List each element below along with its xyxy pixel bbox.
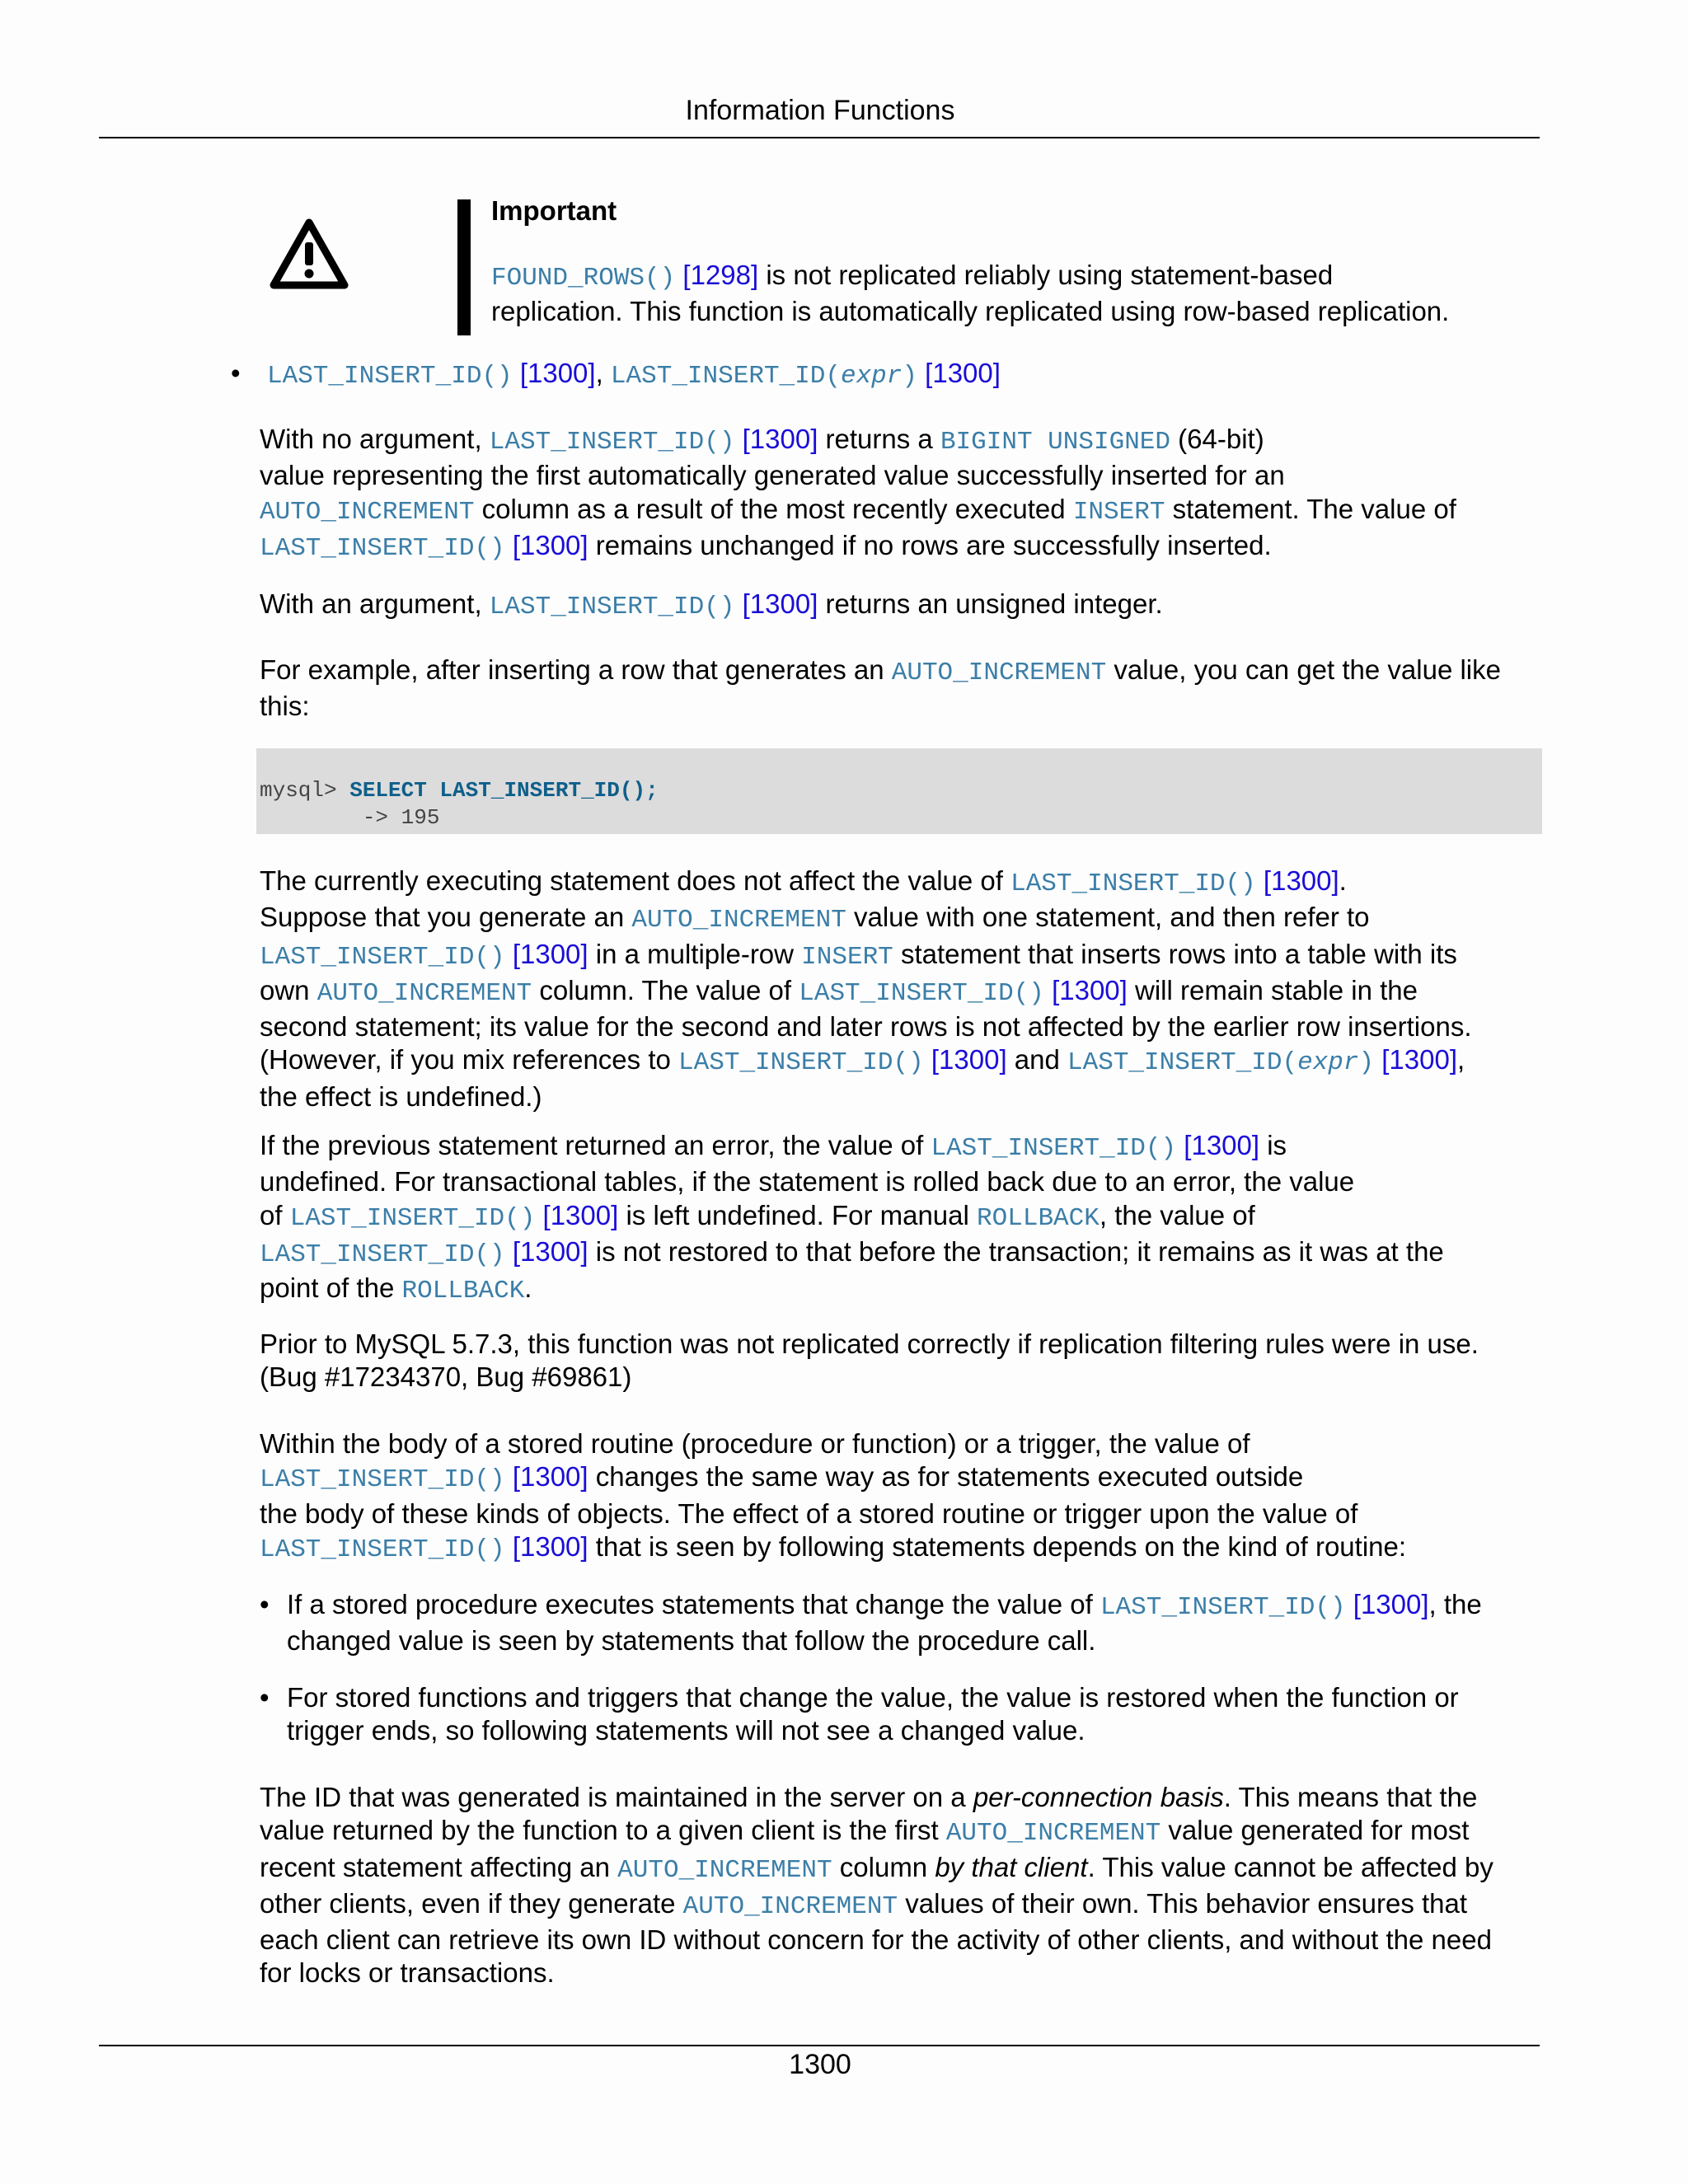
- paragraph-per-connection: The ID that was generated is maintained in the server on a per-connection basis. This means that the value returned by the function to a given client is the first AUTO_INCREMENT value generated for most recent statement affecting an AUTO_INCREMENT column by that client. This value cannot be affected by other clients, even if they generate AUTO_INCREMENT values of their own. This behavior ensures that each client can retrieve its own ID without concern for the activity of other clients, and without the need for locks or transactions.: [260, 1782, 1493, 1989]
- code-inline[interactable]: LAST_INSERT_ID(): [260, 1465, 505, 1495]
- bullet: •: [260, 1682, 270, 1713]
- code-inline[interactable]: LAST_INSERT_ID(): [489, 428, 735, 457]
- ref-link[interactable]: [1300]: [1263, 865, 1339, 896]
- paragraph-stored-routine: Within the body of a stored routine (procedure or function) or a trigger, the value of LAST_INSERT_ID() [1300] changes the same way as for statements executed outside the body of these kinds of objects. The effect of a stored routine or trigger upon the value of LAST_INSERT_ID() [1300] that is seen by following statements depends on the kind of routine:: [260, 1428, 1407, 1564]
- paragraph-no-argument: With no argument, LAST_INSERT_ID() [1300] returns a BIGINT UNSIGNED (64-bit) value representing the first automatically generated value successfully inserted for an AUTO_INCREMENT column as a result of the most recently executed INSERT statement. The value of LAST_INSERT_ID() [1300] remains unchanged if no rows are successfully inserted.: [260, 424, 1456, 563]
- sql-command: SELECT LAST_INSERT_ID();: [349, 778, 659, 803]
- code-inline[interactable]: LAST_INSERT_ID(): [678, 1048, 924, 1078]
- ref-link[interactable]: [1298]: [682, 260, 759, 290]
- code-inline[interactable]: LAST_INSERT_ID(): [260, 1240, 505, 1269]
- ref-link[interactable]: [1300]: [542, 1199, 619, 1230]
- code-inline[interactable]: ROLLBACK: [977, 1203, 1100, 1233]
- code-last-insert-id-expr[interactable]: LAST_INSERT_ID(expr): [610, 362, 917, 391]
- code-inline[interactable]: LAST_INSERT_ID(): [260, 533, 505, 563]
- ref-link[interactable]: [1300]: [512, 1235, 588, 1267]
- code-inline[interactable]: LAST_INSERT_ID(): [1010, 869, 1256, 898]
- sql-result: -> 195: [260, 805, 440, 830]
- code-inline[interactable]: AUTO_INCREMENT: [260, 497, 475, 527]
- function-signatures: LAST_INSERT_ID() [1300], LAST_INSERT_ID(expr) [1300]: [267, 358, 1001, 391]
- ref-link[interactable]: [1300]: [512, 1461, 588, 1493]
- code-inline[interactable]: LAST_INSERT_ID(): [931, 1134, 1177, 1163]
- page-title: Information Functions: [685, 95, 955, 126]
- paragraph-replication-note: Prior to MySQL 5.7.3, this function was not replicated correctly if replication filtering rules were in use. (Bug #17234370, Bug #69861): [260, 1329, 1479, 1393]
- paragraph-with-argument: With an argument, LAST_INSERT_ID() [1300] returns an unsigned integer.: [260, 588, 1163, 621]
- code-last-insert-id[interactable]: LAST_INSERT_ID(): [267, 362, 513, 391]
- bullet: •: [231, 358, 241, 388]
- paragraph-example: For example, after inserting a row that generates an AUTO_INCREMENT value, you can get the value like this:: [260, 654, 1501, 722]
- ref-link[interactable]: [1300]: [519, 358, 596, 388]
- ref-link[interactable]: [1300]: [1052, 974, 1128, 1005]
- mysql-prompt: mysql>: [260, 778, 350, 803]
- code-inline[interactable]: LAST_INSERT_ID(): [260, 942, 505, 972]
- code-inline[interactable]: AUTO_INCREMENT: [631, 906, 846, 935]
- ref-link[interactable]: [1300]: [1184, 1130, 1260, 1160]
- code-inline[interactable]: BIGINT UNSIGNED: [940, 428, 1170, 457]
- code-example-block: [256, 748, 1542, 834]
- ref-link[interactable]: [1300]: [1381, 1044, 1458, 1076]
- callout-bar: [457, 199, 471, 335]
- code-inline[interactable]: LAST_INSERT_ID(): [260, 1535, 505, 1564]
- code-inline[interactable]: LAST_INSERT_ID(expr): [1067, 1048, 1375, 1078]
- page-number: 1300: [789, 2049, 851, 2080]
- code-inline[interactable]: LAST_INSERT_ID(): [1100, 1593, 1346, 1622]
- ref-link[interactable]: [1300]: [742, 424, 818, 454]
- code-inline[interactable]: INSERT: [1072, 497, 1165, 527]
- callout-title: Important: [491, 195, 617, 226]
- important-callout: [0, 191, 1688, 335]
- paragraph-error-case: If the previous statement returned an error, the value of LAST_INSERT_ID() [1300] is undefined. For transactional tables, if the statement is rolled back due to an error, the value of LAST_INSERT_ID() [1300] is left undefined. For manual ROLLBACK, the value of LAST_INSERT_ID() [1300] is not restored to that before the transaction; it remains as it was at the point of the ROLLBACK.: [260, 1130, 1444, 1306]
- warning-icon: [269, 216, 349, 292]
- code-inline[interactable]: LAST_INSERT_ID(): [799, 978, 1044, 1008]
- code-inline[interactable]: AUTO_INCREMENT: [891, 658, 1107, 687]
- code-inline[interactable]: LAST_INSERT_ID(): [489, 593, 735, 621]
- code-inline[interactable]: INSERT: [801, 942, 893, 972]
- code-inline[interactable]: AUTO_INCREMENT: [682, 1891, 898, 1921]
- ref-link[interactable]: [1300]: [512, 1530, 588, 1562]
- callout-body: FOUND_ROWS() [1298] is not replicated reliably using statement-based replication. This function is automatically replicated using row-based replication.: [491, 260, 1450, 327]
- code-inline[interactable]: LAST_INSERT_ID(): [289, 1203, 536, 1233]
- ref-link[interactable]: [1300]: [925, 358, 1001, 388]
- code-inline[interactable]: ROLLBACK: [401, 1277, 525, 1306]
- footer-divider: [99, 2045, 1540, 2046]
- header-divider: [99, 137, 1540, 138]
- code-found-rows[interactable]: FOUND_ROWS(): [491, 264, 676, 293]
- ref-link[interactable]: [1300]: [1353, 1589, 1429, 1619]
- ref-link[interactable]: [1300]: [512, 938, 588, 969]
- paragraph-current-statement: The currently executing statement does not affect the value of LAST_INSERT_ID() [1300]. Suppose that you generate an AUTO_INCREMENT value with one statement, and then refer to LAST_INSERT_ID() [1300] in a multiple-row INSERT statement that inserts rows into a table with its own AUTO_INCREMENT column. The value of LAST_INSERT_ID() [1300] will remain stable in the second statement; its value for the second and later rows is not affected by the earlier row insertions. (However, if you mix references to LAST_INSERT_ID() [1300] and LAST_INSERT_ID(expr) [1300], the effect is undefined.): [260, 865, 1472, 1112]
- code-inline[interactable]: AUTO_INCREMENT: [945, 1819, 1161, 1849]
- ref-link[interactable]: [1300]: [931, 1044, 1007, 1076]
- code-inline[interactable]: AUTO_INCREMENT: [617, 1855, 832, 1885]
- code-inline[interactable]: AUTO_INCREMENT: [316, 978, 532, 1008]
- ref-link[interactable]: [1300]: [742, 588, 818, 619]
- ref-link[interactable]: [1300]: [512, 529, 588, 560]
- bullet: •: [260, 1589, 270, 1619]
